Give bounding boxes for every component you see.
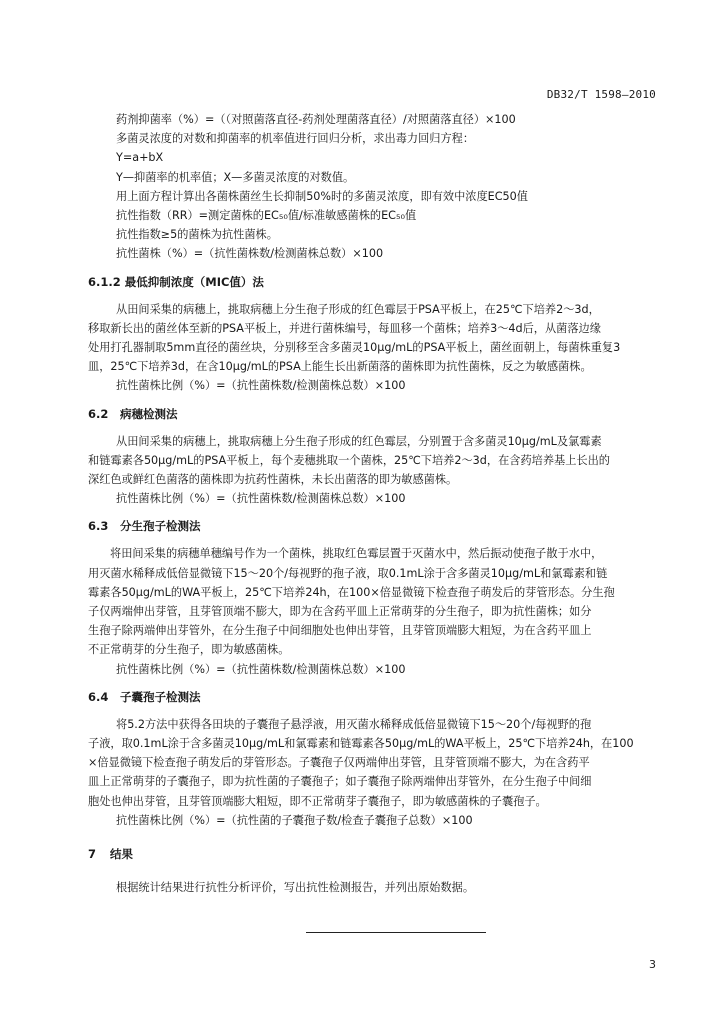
paragraph-line: 子液，取0.1mL涂于含多菌灵10μg/mL和氯霉素和链霉素各50μg/mL的WA平板上，25℃下培养24h，在100 [88, 737, 634, 751]
paragraph-line: 从田间采集的病穗上，挑取病穗上分生孢子形成的红色霉层于PSA平板上，在25℃下培养2～3d， [116, 302, 600, 316]
section-title: 最低抑制浓度（MIC值）法 [124, 274, 264, 289]
section-heading [88, 844, 656, 864]
page-number: 3 [649, 958, 656, 971]
section-title: 子囊孢子检测法 [120, 689, 201, 704]
paragraph-line: 处用打孔器制取5mm直径的菌丝块，分别移至含多菌灵10μg/mL的PSA平板上，菌丝面朝上，每菌株重复3 [88, 341, 621, 355]
paragraph-line: 不正常萌芽的分生孢子，即为敏感菌株。 [88, 643, 290, 657]
formula-line: 抗性菌株比例（%）=（抗性菌株数/检测菌株总数）×100 [116, 662, 406, 676]
standard-code: DB32/T 1598—2010 [546, 88, 656, 101]
section-title: 分生孢子检测法 [120, 519, 201, 534]
paragraph-line: 子仅两端伸出芽管，且芽管顶端不膨大，即为在含药平皿上正常萌芽的分生孢子，即为抗性菌株；如分 [88, 605, 592, 619]
section-heading [88, 272, 656, 292]
paragraph-line: 和链霉素各50μg/mL的PSA平板上，每个麦穗挑取一个菌株，25℃下培养2～3d，在含药培养基上长出的 [88, 453, 610, 467]
text-line: Y—抑菌率的机率值；X—多菌灵浓度的对数值。 [116, 170, 355, 184]
section-6-3 [88, 516, 656, 678]
section-heading [88, 687, 656, 707]
section-number: 6.2 [88, 406, 109, 421]
paragraph-line: 从田间采集的病穗上，挑取病穗上分生孢子形成的红色霉层，分别置于含多菌灵10μg/mL及氯霉素 [116, 434, 602, 448]
formula-line: 药剂抑菌率（%）=（（对照菌落直径-药剂处理菌落直径）/对照菌落直径）×100 [116, 113, 516, 126]
equation-line: Y=a+bX [116, 151, 164, 165]
formula-line: 抗性指数（RR）=测定菌株的EC₅₀值/标准敏感菌株的EC₅₀值 [116, 209, 417, 223]
section-number: 6.4 [88, 689, 109, 704]
formula-line: 抗性菌株比例（%）=（抗性菌的子囊孢子数/检查子囊孢子总数）×100 [116, 813, 473, 827]
section-6-2 [88, 404, 656, 509]
section-6-4 [88, 687, 656, 830]
section-title: 结果 [110, 847, 134, 862]
paragraph-line: 生孢子除两端伸出芽管外，在分生孢子中间细胞处也伸出芽管，且芽管顶端膨大粗短，为在含药平皿上 [88, 624, 592, 638]
paragraph-line: 用灭菌水稀释成低倍显微镜下15～20个/每视野的孢子液，取0.1mL涂于含多菌灵10μg/mL和氯霉素和链 [88, 566, 608, 580]
paragraph-line: 皿上正常萌芽的子囊孢子，即为抗性菌的子囊孢子；如子囊孢子除两端伸出芽管外，在分生孢子中间细 [88, 775, 592, 789]
paragraph-line: 霉素各50μg/mL的WA平板上，25℃下培养24h，在100×倍显微镜下检查孢子萌发后的芽管形态。分生孢 [88, 585, 615, 599]
end-rule [306, 932, 486, 933]
section-7-results [88, 844, 656, 897]
section-number: 6.1.2 [88, 274, 121, 289]
text-line: 多菌灵浓度的对数和抑菌率的机率值进行回归分析，求出毒力回归方程： [116, 132, 475, 146]
paragraph-line: 胞处也伸出芽管，且芽管顶端膨大粗短，即不正常萌芽子囊孢子，即为敏感菌株的子囊孢子。 [88, 794, 547, 808]
paragraph-line: 将5.2方法中获得各田块的子囊孢子悬浮液，用灭菌水稀释成低倍显微镜下15～20个/每视野的孢 [116, 717, 592, 731]
intro-block [88, 110, 656, 264]
paragraph-line: 将田间采集的病穗单穗编号作为一个菌株，挑取红色霉层置于灭菌水中，然后振动使孢子散于水中， [110, 547, 603, 561]
text-line: 抗性指数≥5的菌株为抗性菌株。 [116, 228, 278, 242]
paragraph-line: ×倍显微镜下检查孢子萌发后的芽管形态。子囊孢子仅两端伸出芽管，且芽管顶端不膨大，为在含药平 [88, 756, 590, 770]
formula-line: 抗性菌株比例（%）=（抗性菌株数/检测菌株总数）×100 [116, 492, 406, 506]
text-line: 用上面方程计算出各菌株菌丝生长抑制50%时的多菌灵浓度，即有效中浓度EC50值 [116, 189, 528, 203]
section-number: 7 [88, 847, 97, 862]
paragraph-line: 深红色或鲜红色菌落的菌株即为抗药性菌株，未长出菌落的即为敏感菌株。 [88, 473, 458, 487]
section-number: 6.3 [88, 519, 109, 534]
formula-line: 抗性菌株比例（%）=（抗性菌株数/检测菌株总数）×100 [116, 379, 406, 393]
section-heading [88, 404, 656, 424]
paragraph-line: 根据统计结果进行抗性分析评价，写出抗性检测报告，并列出原始数据。 [116, 881, 475, 895]
section-heading [88, 516, 656, 536]
section-title: 病穗检测法 [120, 406, 178, 421]
section-6-1-2 [88, 272, 656, 396]
paragraph-line: 皿，25℃下培养3d，在含10μg/mL的PSA上能生长出新菌落的菌株即为抗性菌株，反之为敏感菌株。 [88, 360, 592, 374]
paragraph-line: 移取新长出的菌丝体至新的PSA平板上，并进行菌株编号，每皿移一个菌株；培养3～4d后，从菌落边缘 [88, 321, 601, 335]
formula-line: 抗性菌株（%）=（抗性菌株数/检测菌株总数）×100 [116, 247, 384, 261]
document-body [88, 110, 656, 897]
